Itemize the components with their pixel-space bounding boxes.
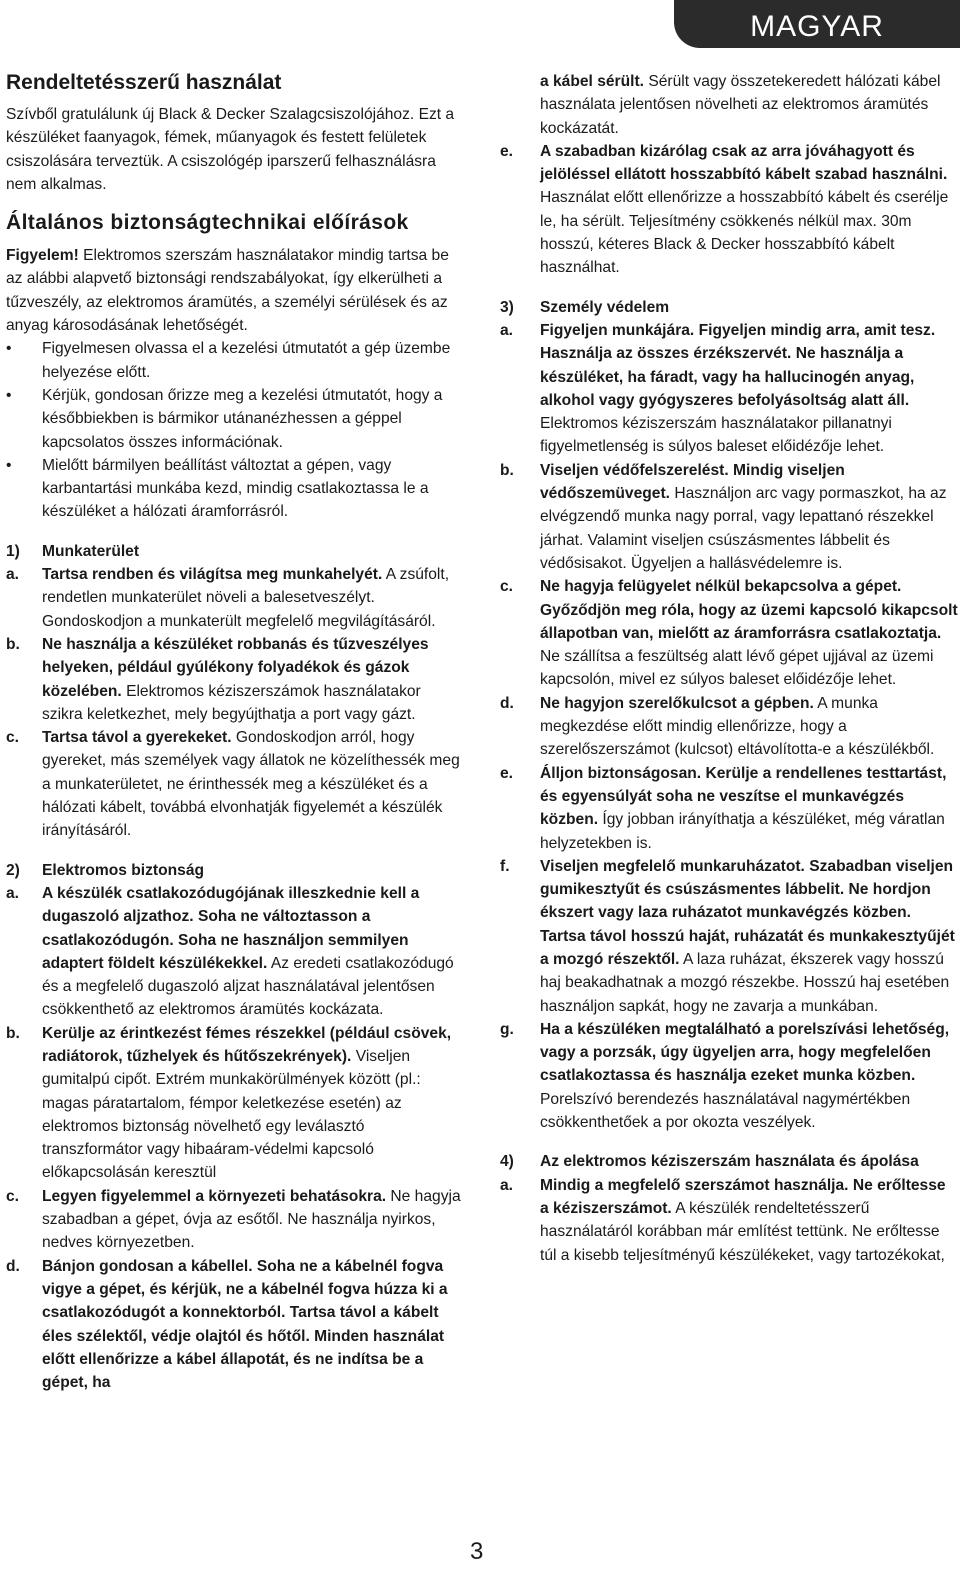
warning-label: Figyelem! xyxy=(6,247,79,265)
item-bold-text: Tartsa rendben és világítsa meg munkahelyét. xyxy=(42,566,383,584)
item-text: Az eredeti csatlakozódugó és a megfelelő dugaszoló aljzat használatával jelentősen csökkenthető az elektromos áramütés kockázata. xyxy=(42,954,454,1019)
item-bold-text: Tartsa távol a gyerekeket. xyxy=(42,729,232,747)
section-heading-tool-use: 4) Az elektromos kéziszerszám használata és ápolása xyxy=(540,1150,958,1173)
item-bold-text: Bánjon gondosan a kábellel. Soha ne a kábelnél fogva vigye a gépet, és kérjük, ne a kábelnél fogva húzza ki a csatlakozódugót a konnektorból. Tartsa távol a kábelt éles szélektől, védje olajtól és hőtől. Minden használat előtt ellenőrizze a kábel állapotát, és ne indítsa be a gépet, ha xyxy=(42,1257,448,1392)
section-title-intended-use: Rendeltetésszerű használat xyxy=(6,71,282,94)
item-text: Használjon arc vagy pormaszkot, ha az elvégzendő munka nagy porral, vagy lepattanó részekkel járhat. Valamint viseljen csúszásmentes lábbelit és védősisakot. Ügyeljen a hallásvédelemre is. xyxy=(540,485,947,572)
item-bold-text: Viseljen védőfelszerelést. Mindig viseljen védőszemüveget. xyxy=(540,461,845,503)
list-item: f. Viseljen megfelelő munkaruházatot. Szabadban viseljen gumikesztyűt és csúszásmentes lábbelit. Ne hordjon ékszert vagy laza ruházatot munkavégzés közben. Tartsa távol hosszú haját, ruházatát és munkakesztyűjét a mozgó részektől. A laza ruházat, ékszerek vagy hosszú haj beakadhatnak a mozgó részekbe. Hosszú haj esetében használjon sapkát, hogy ne zavarja a munkában. xyxy=(500,857,955,1015)
item-letter: c. xyxy=(6,1187,20,1205)
section-heading-work-area xyxy=(6,540,462,563)
item-letter: d. xyxy=(6,1257,20,1275)
item-letter: b. xyxy=(6,1024,20,1042)
list-item xyxy=(6,1255,462,1395)
section-heading-electrical-safety xyxy=(6,859,462,882)
item-bold-text: A szabadban kizárólag csak az arra jóváhagyott és jelöléssel ellátott hosszabbító kábelt szabad használni. xyxy=(540,142,948,184)
item-text: A laza ruházat, ékszerek vagy hosszú haj beakadhatnak a mozgó részekbe. Hosszú haj esetében használjon sapkát, hogy ne zavarja a munkában. xyxy=(540,950,950,1015)
list-item xyxy=(6,563,462,633)
item-bold-text: A készülék csatlakozódugójának illeszkednie kell a dugaszoló aljzathoz. Soha ne változtasson a csatlakozódugón. Soha ne használjon semmilyen adaptert földelt készülékekkel. xyxy=(42,884,420,972)
list-item xyxy=(6,726,462,842)
item-text: A zsúfolt, rendetlen munkaterület növeli a balesetveszélyt. Gondoskodjon a munkaterült megfelelő megvilágításáról. xyxy=(42,566,450,630)
item-text: Viseljen gumitalpú cipőt. Extrém munkakörülmények között (pl.: magas páratartalom, fémpor keletkezése esetén) az elektromos biztonság növelhető egy leválasztó transzformátor vagy hibaáram-védelmi kapcsoló előkapcsolásán keresztül xyxy=(42,1047,421,1182)
bullet-icon: • xyxy=(6,386,12,404)
bullet-item xyxy=(6,454,462,524)
list-item: b. Viseljen védőfelszerelést. Mindig viseljen védőszemüveget. Használjon arc vagy pormaszkot, ha az elvégzendő munka nagy porral, vagy lepattanó részekkel járhat. Valamint viseljen csúszásmentes lábbelit és védősisakot. Ügyeljen a hallásvédelemre is. xyxy=(500,461,947,572)
item-text: Használat előtt ellenőrizze a hosszabbító kábelt és cserélje le, ha sérült. Teljesítmény csökkenés nélkül max. 30m hosszú, kéteres Black & Decker hosszabbító kábelt használhat. xyxy=(540,189,949,277)
bullet-text: Figyelmesen olvassa el a kezelési útmutatót a gép üzembe helyezése előtt. xyxy=(42,340,451,381)
item-text: Így jobban irányíthatja a készüléket, még váratlan helyzetekben is. xyxy=(540,811,945,852)
section-heading-text: Az elektromos kéziszerszám használata és ápolása xyxy=(540,1153,919,1171)
bullet-icon: • xyxy=(6,340,12,358)
list-item: c. Ne hagyja felügyelet nélkül bekapcsolva a gépet. Győződjön meg róla, hogy az üzemi kapcsoló kikapcsolt állapotban van, mielőtt az áramforrásra csatlakoztatja. Ne szállítsa a feszültség alatt lévő gépet ujjával az üzemi kapcsolón, mivel ez súlyos baleset előidézője lehet. xyxy=(500,578,958,689)
bullet-text: Kérjük, gondosan őrizze meg a kezelési útmutatót, hogy a későbbiekben is bármikor utánanézhessen a géppel kapcsolatos összes információnak. xyxy=(42,386,443,451)
language-tab: MAGYAR xyxy=(674,0,960,48)
item-text: Ne hagyja szabadban a gépet, óvja az esőtől. Ne használja nyirkos, nedves környezetben. xyxy=(42,1187,461,1252)
item-bold-text: a kábel sérült. xyxy=(540,73,645,90)
warning-text: Elektromos szerszám használatakor mindig tartsa be az alábbi alapvető biztonsági rendszabályokat, így elkerülheti a tűzveszély, az elektromos áramütés, a személyi sérülések és az anyag károsodásának lehetőségét. xyxy=(6,247,449,335)
item-bold-text: Álljon biztonságosan. Kerülje a rendellenes testtartást, és egyensúlyát soha ne veszítse el munkavégzés közben. xyxy=(540,764,947,829)
item-bold-text: Mindig a megfelelő szerszámot használja. Ne erőltesse a kéziszerszámot. xyxy=(540,1176,946,1217)
list-item xyxy=(6,633,462,726)
item-text: Elektromos kéziszerszámok használatakor szikra keletkezhet, mely begyújthatja a port vagy gázt. xyxy=(42,682,421,723)
item-text: Ne szállítsa a feszültség alatt lévő gépet ujjával az üzemi kapcsolón, mivel ez súlyos baleset előidézője lehet. xyxy=(540,648,934,689)
item-bold-text: Ne használja a készüléket robbanás és tűzveszélyes helyeken, például gyúlékony folyadékok és gázok közelében. xyxy=(42,635,429,700)
item-letter: b. xyxy=(6,635,20,653)
item-bold-text: Viseljen megfelelő munkaruházatot. Szabadban viseljen gumikesztyűt és csúszásmentes lábbelit. Ne hordjon ékszert vagy laza ruházatot munkavégzés közben. Tartsa távol hosszú haját, ruházatát és munkakesztyűjét a mozgó részektől. xyxy=(540,857,955,968)
item-letter: a. xyxy=(6,884,20,902)
bullet-item xyxy=(6,337,462,384)
item-text: Porelszívó berendezés használatával nagymértékben csökkenthetőek a por okozta veszélyek. xyxy=(540,1090,911,1132)
list-item: g. Ha a készüléken megtalálható a porelszívási lehetőség, vagy a porzsák, úgy ügyeljen arra, hogy megfelelően csatlakoztassa és használja ezeket munka közben. Porelszívó berendezés használatával nagymértékben csökkenthetőek a por okozta veszélyek. xyxy=(500,1020,950,1132)
item-text: Elektromos kéziszerszám használatakor pillanatnyi figyelmetlenség is súlyos baleset előidézője lehet. xyxy=(540,415,892,456)
right-column xyxy=(500,70,958,1267)
item-bold-text: Figyeljen munkájára. Figyeljen mindig arra, amit tesz. Használja az összes érzékszervét. Ne használja a készüléket, ha fáradt, vagy ha hallucinogén anyag, alkohol vagy gyógyszeres befolyásoltság alatt áll. xyxy=(540,321,936,409)
bullet-item xyxy=(6,384,462,454)
list-item: d. Ne hagyjon szerelőkulcsot a gépben. A munka megkezdése előtt mindig ellenőrizze, hogy a szerelőszerszámot (kulcsot) eltávolította-e a készülékből. xyxy=(500,694,935,759)
item-bold-text: Ne hagyja felügyelet nélkül bekapcsolva a gépet. Győződjön meg róla, hogy az üzemi kapcsoló kikapcsolt állapotban van, mielőtt az áramforrásra csatlakoztatja. xyxy=(540,578,958,642)
item-bold-text: Kerülje az érintkezést fémes részekkel (például csövek, radiátorok, tűzhelyek és hűtőszekrények). xyxy=(42,1024,452,1065)
section-heading-text: Személy védelem xyxy=(540,298,670,316)
item-text: Gondoskodjon arról, hogy gyereket, más személyek vagy állatok ne közelíthessék meg a munkaterületet, ne érinthessék meg a készüléket és a hálózati kábelt, továbbá elvonhatják figyelemét a készülék irányításáról. xyxy=(42,729,460,840)
page-number: 3 xyxy=(470,1538,484,1565)
bullet-text: Mielőtt bármilyen beállítást változtat a gépen, vagy karbantartási munkába kezd, mindig csatlakoztassa le a készüléket a hálózati áramforrásról. xyxy=(42,456,429,521)
item-text: A munka megkezdése előtt mindig ellenőrizze, hogy a szerelőszerszámot (kulcsot) eltávolította-e a készülékből. xyxy=(540,694,935,759)
list-item xyxy=(6,882,462,1022)
item-text: Sérült vagy összetekeredett hálózati kábel használata jelentősen növelheti az elektromos áramütés kockázatát. xyxy=(540,73,941,137)
left-column xyxy=(6,70,462,1394)
continued-paragraph xyxy=(540,70,958,140)
bullet-icon: • xyxy=(6,456,12,474)
item-bold-text: Ne hagyjon szerelőkulcsot a gépben. xyxy=(540,694,814,712)
list-item: e. Álljon biztonságosan. Kerülje a rendellenes testtartást, és egyensúlyát soha ne veszítse el munkavégzés közben. Így jobban irányíthatja a készüléket, még váratlan helyzetekben is. xyxy=(500,764,947,852)
item-text: A készülék rendeltetésszerű használatáról korábban már említést tettünk. Ne erőltesse túl a kisebb teljesítményű készülékeket, vagy tartozékokat, xyxy=(540,1199,945,1264)
item-bold-text: Legyen figyelemmel a környezeti behatásokra. xyxy=(42,1187,387,1205)
item-letter: a. xyxy=(6,566,20,584)
section-title-safety: Általános biztonságtechnikai előírások xyxy=(6,211,409,235)
section-heading-text: Elektromos biztonság xyxy=(42,861,205,879)
list-item xyxy=(6,1185,462,1255)
section-number: 1) xyxy=(6,542,20,560)
list-item xyxy=(6,1022,462,1185)
item-bold-text: Ha a készüléken megtalálható a porelszívási lehetőség, vagy a porzsák, úgy ügyeljen arra, hogy megfelelően csatlakoztassa és használja ezeket munka közben. xyxy=(540,1020,950,1085)
list-item: a. Figyeljen munkájára. Figyeljen mindig arra, amit tesz. Használja az összes érzékszervét. Ne használja a készüléket, ha fáradt, vagy ha hallucinogén anyag, alkohol vagy gyógyszeres befolyásoltság alatt áll. Elektromos kéziszerszám használatakor pillanatnyi figyelmetlenség is súlyos baleset előidézője lehet. xyxy=(500,321,936,456)
section-heading-text: Munkaterület xyxy=(42,542,140,560)
item-letter: c. xyxy=(6,729,20,747)
intro-paragraph: Szívből gratulálunk új Black & Decker Szalagcsiszolójához. Ezt a készüléket faanyagok, fémek, műanyagok és festett felületek csiszolására terveztük. A csiszológép iparszerű felhasználásra nem alkalmas. xyxy=(6,106,455,193)
warning-paragraph xyxy=(6,244,462,337)
section-heading-personal-protection: 3) Személy védelem xyxy=(540,296,958,319)
list-item: e. A szabadban kizárólag csak az arra jóváhagyott és jelöléssel ellátott hosszabbító kábelt szabad használni. Használat előtt ellenőrizze a hosszabbító kábelt és cserélje le, ha sérült. Teljesítmény csökkenés nélkül max. 30m hosszú, kéteres Black & Decker hosszabbító kábelt használhat. xyxy=(500,142,949,277)
section-number: 2) xyxy=(6,861,20,879)
list-item: a. Mindig a megfelelő szerszámot használja. Ne erőltesse a kéziszerszámot. A készülék rendeltetésszerű használatáról korábban már említést tettünk. Ne erőltesse túl a kisebb teljesítményű készülékeket, vagy tartozékokat, xyxy=(500,1176,946,1264)
